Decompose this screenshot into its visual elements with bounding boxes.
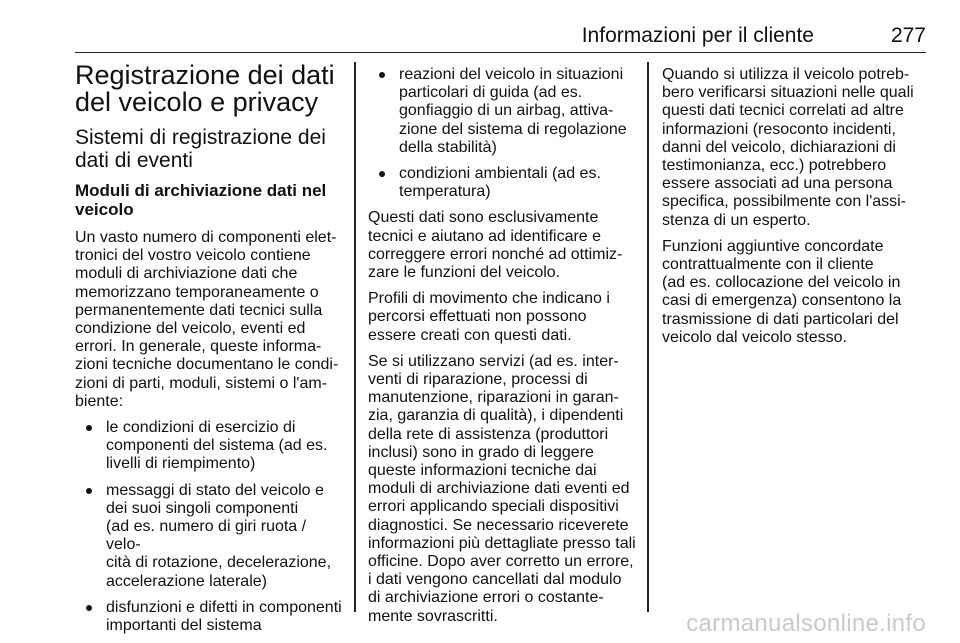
text-line: permanentemente dati tecnici sulla [75, 301, 323, 319]
text-line: mente sovrascritti. [368, 607, 498, 625]
bullet-list [75, 419, 345, 635]
text-line: essere associati ad una persona [662, 175, 893, 193]
text-line: errori. In generale, queste informa- [75, 338, 322, 356]
text-line: (ad es. numero di giri ruota / velo- [106, 518, 307, 554]
text-line: particolari di guida (ad es. [399, 84, 583, 102]
text-line: bero verificarsi situazioni nelle quali [662, 84, 914, 102]
paragraph [662, 66, 932, 230]
intro-paragraph [75, 229, 345, 411]
text-line: testimonianza, ecc.) potrebbero [662, 157, 887, 175]
text-line: i dati vengono cancellati dal modulo [368, 571, 622, 589]
heading-line: dati di eventi [75, 149, 193, 172]
bullet-icon [379, 171, 385, 177]
text-line: componenti del sistema (ad es. [106, 437, 328, 455]
text-line: essere creati con questi dati. [368, 326, 572, 344]
text-line: Profili di movimento che indicano i [368, 290, 610, 308]
text-line: casi di emergenza) consentono la [662, 292, 902, 310]
heading-line: Moduli di archiviazione dati nel [75, 181, 327, 200]
column-1 [75, 62, 345, 643]
bullet-list [368, 66, 636, 201]
watermark: carmanualsonline.info [686, 610, 926, 637]
heading-line: Sistemi di registrazione dei [75, 126, 326, 149]
text-line: inclusi) sono in grado di leggere [368, 443, 594, 461]
text-line: tecnici e aiutano ad identificare e [368, 227, 602, 245]
text-line: moduli di archiviazione dati che [75, 265, 298, 283]
text-line: zioni tecniche documentano le condi- [75, 356, 339, 374]
text-line: trasmissione di dati particolari del [662, 310, 899, 328]
text-line: condizioni ambientali (ad es. [399, 165, 601, 183]
heading-line: del veicolo e privacy [75, 87, 319, 117]
text-line: zare le funzioni del veicolo. [368, 264, 561, 282]
list-item [75, 419, 345, 474]
text-line: memorizzano temporaneamente o [75, 283, 319, 301]
text-line: specifica, possibilmente con l'assi- [662, 193, 907, 211]
text-line: (ad es. collocazione del veicolo in [662, 274, 901, 292]
text-line: stenza di un esperto. [662, 211, 811, 229]
text-line: venti di riparazione, processi di [368, 371, 588, 389]
text-line: accelerazione laterale) [106, 572, 267, 590]
text-line: gonfiaggio di un airbag, attiva- [399, 102, 614, 120]
subsection-heading [75, 126, 345, 172]
page-number: 277 [890, 24, 926, 47]
text-line: le condizioni di esercizio di [106, 419, 296, 437]
text-line: contrattualmente con il cliente [662, 256, 874, 274]
text-line: queste informazioni tecniche dai [368, 462, 597, 480]
column-divider-1 [354, 62, 356, 612]
text-line: disfunzioni e difetti in componenti [106, 598, 342, 616]
list-item [75, 482, 345, 591]
heading-line: veicolo [75, 200, 134, 219]
text-line: moduli di archiviazione dati eventi ed [368, 480, 630, 498]
section-heading [75, 62, 345, 116]
text-line: livelli di riempimento) [106, 455, 256, 473]
bullet-icon [86, 488, 92, 494]
list-item [368, 66, 636, 157]
text-line: messaggi di stato del veicolo e [106, 481, 324, 499]
text-line: temperatura) [399, 183, 491, 201]
text-line: zia, garanzia di qualità), i dipendenti [368, 407, 624, 425]
text-line: correggere errori nonché ad ottimiz- [368, 245, 623, 263]
text-line: Se si utilizzano servizi (ad es. inter- [368, 352, 619, 370]
topic-heading [75, 181, 345, 219]
page-header [75, 22, 926, 53]
text-line: errori applicando speciali dispositivi [368, 498, 619, 516]
text-line: officine. Dopo aver corretto un errore, [368, 553, 634, 571]
text-line: della rete di assistenza (produttori [368, 425, 609, 443]
list-item [368, 165, 636, 201]
text-line: reazioni del veicolo in situazioni [399, 66, 624, 83]
text-line: cità di rotazione, decelerazione, [106, 554, 332, 572]
text-line: questi dati tecnici correlati ad altre [662, 102, 904, 120]
text-line: zioni di parti, moduli, sistemi o l'am- [75, 374, 328, 392]
column-3 [662, 66, 932, 355]
text-line: di archiviazione errori o costante- [368, 589, 604, 607]
text-line: informazioni più dettagliate presso tali [368, 534, 636, 552]
text-line: Funzioni aggiuntive concordate [662, 237, 884, 255]
text-line: percorsi effettuati non possono [368, 308, 587, 326]
text-line: informazioni (resoconto incidenti, [662, 120, 896, 138]
text-line: zione del sistema di regolazione [399, 120, 627, 138]
text-line: importanti del sistema [106, 617, 262, 635]
column-2 [368, 66, 636, 634]
paragraph [368, 290, 636, 345]
text-line: diagnostici. Se necessario riceverete [368, 516, 629, 534]
text-line: della stabilità) [399, 138, 497, 156]
paragraph [368, 209, 636, 282]
bullet-icon [379, 72, 385, 78]
text-line: condizione del veicolo, eventi ed [75, 320, 306, 338]
column-divider-2 [647, 62, 649, 612]
text-line: Un vasto numero di componenti elet- [75, 229, 337, 246]
bullet-icon [86, 425, 92, 431]
bullet-icon [86, 605, 92, 611]
paragraph [368, 353, 636, 626]
text-line: biente: [75, 392, 124, 410]
list-item [75, 599, 345, 635]
paragraph [662, 238, 932, 347]
text-line: tronici del vostro veicolo contiene [75, 247, 311, 265]
text-line: danni del veicolo, dichiarazioni di [662, 138, 896, 156]
header-title: Informazioni per il cliente [581, 24, 814, 47]
heading-line: Registrazione dei dati [75, 60, 335, 90]
text-line: Quando si utilizza il veicolo potreb- [662, 66, 910, 83]
text-line: Questi dati sono esclusivamente [368, 209, 599, 227]
text-line: dei suoi singoli componenti [106, 499, 299, 517]
text-line: manutenzione, riparazioni in garan- [368, 389, 619, 407]
text-line: veicolo dal veicolo stesso. [662, 328, 847, 346]
